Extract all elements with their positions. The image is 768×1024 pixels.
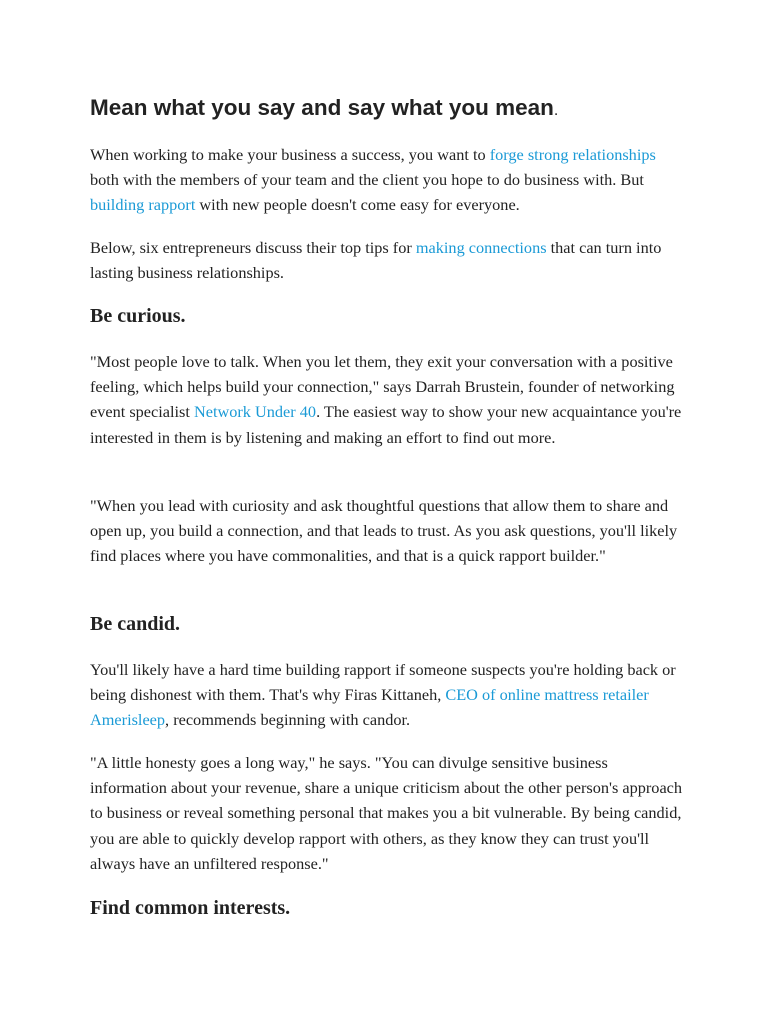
intro1-text-3: with new people doesn't come easy for everyone.: [195, 195, 520, 215]
intro1-text-2: both with the members of your team and the client you hope to do business with. But: [90, 170, 644, 190]
intro2-text-1: Below, six entrepreneurs discuss their top tips for: [90, 238, 416, 257]
be-candid-paragraph-2: "A little honesty goes a long way," he says. "You can divulge sensitive business information about your revenue, share a unique criticism about the other person's approach to business or reveal something personal that makes you a bit vulnerable. By being candid, you are able to quickly develop rapport with others, as they know they can trust you'll always have an unfiltered response.": [90, 753, 683, 873]
article-title-text: Mean what you say and say what you mean: [90, 95, 554, 120]
making-connections-link[interactable]: making connections: [415, 238, 547, 257]
be-curious-paragraph-1: [90, 349, 686, 450]
forge-strong-relationships-link[interactable]: forge strong relationships: [489, 145, 656, 164]
intro1-text-1: When working to make your business a success, you want to: [90, 145, 490, 164]
heading-find-common-interests: Find common interests.: [90, 897, 291, 919]
be-candid-paragraph-1: [90, 657, 686, 733]
heading-be-curious: Be curious.: [90, 305, 186, 327]
curious-p1-text-1: "Most people love to talk. When you let them, they exit your conversation with a positive feeling, which helps build your connection," says Darrah Brustein, founder of networking event specialist: [90, 352, 675, 422]
candid-p1-text-1: You'll likely have a hard time building rapport if someone suspects you're holding back or being dishonest with them. That's why Firas Kittaneh,: [90, 660, 676, 705]
article-title: [90, 94, 686, 125]
article-title-period: .: [553, 102, 559, 119]
be-curious-paragraph-2: "When you lead with curiosity and ask thoughtful questions that allow them to share and open up, you build a connection, and that leads to trust. As you ask questions, you'll likely find places where you have commonalities, and that is a quick rapport builder.": [90, 496, 678, 566]
intro2-text-2: that can turn into lasting business relationships.: [90, 238, 662, 283]
intro-paragraph-1: [90, 142, 686, 218]
amerisleep-ceo-link[interactable]: CEO of online mattress retailer Amerisleep: [90, 685, 649, 730]
curious-p1-text-2: . The easiest way to show your new acquaintance you're interested in them is by listening and making an effort to find out more.: [90, 402, 682, 447]
heading-be-candid: Be candid.: [90, 613, 181, 635]
network-under-40-link[interactable]: Network Under 40: [193, 402, 317, 422]
building-rapport-link[interactable]: building rapport: [90, 195, 196, 215]
intro-paragraph-2: [90, 235, 686, 285]
candid-p1-text-2: , recommends beginning with candor.: [165, 710, 411, 730]
